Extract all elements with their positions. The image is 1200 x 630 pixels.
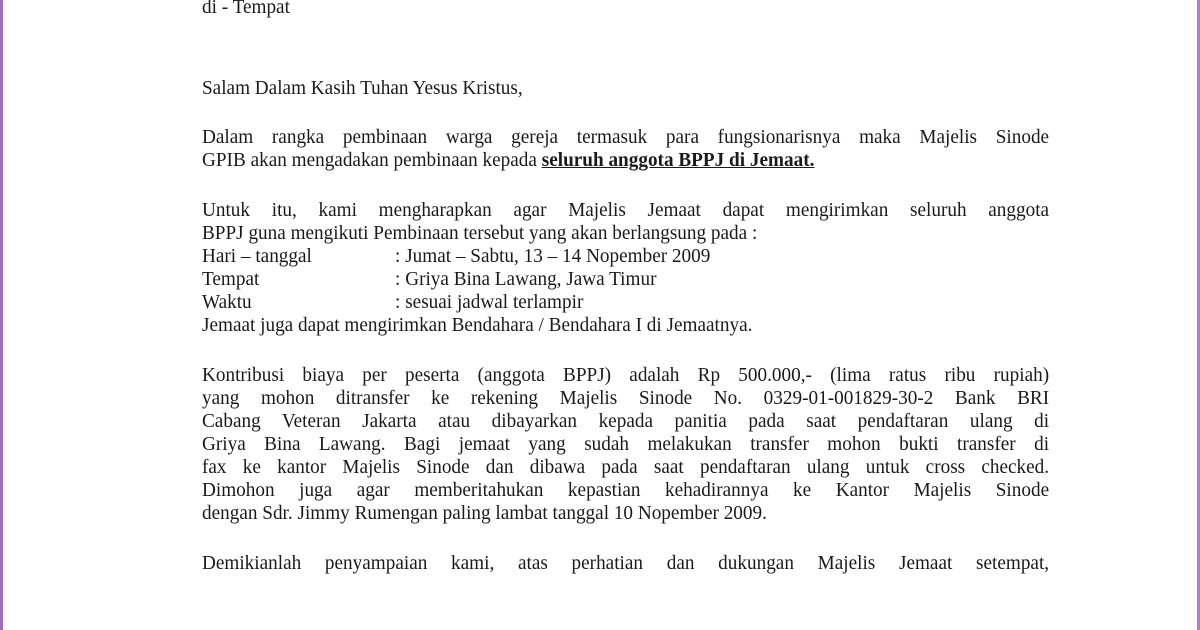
detail-label: Waktu	[202, 292, 252, 313]
page-edge-left	[0, 0, 3, 630]
detail-label: Hari – tanggal	[202, 246, 312, 267]
paragraph-4	[202, 552, 1049, 575]
paragraph-1-line-2	[202, 149, 1049, 172]
detail-label: Tempat	[202, 269, 260, 290]
paragraph-2-line-after: Jemaat juga dapat mengirimkan Bendahara / Bendahara I di Jemaatnya.	[202, 315, 753, 336]
paragraph-3-line: Cabang Veteran Jakarta atau dibayarkan kepada panitia pada saat pendaftaran ulang di	[202, 411, 1050, 432]
greeting: Salam Dalam Kasih Tuhan Yesus Kristus,	[202, 78, 523, 99]
paragraph-2-line-2: BPPJ guna mengikuti Pembinaan tersebut yang akan berlangsung pada :	[202, 223, 758, 244]
detail-row-date	[202, 245, 1049, 268]
letter-body	[202, 0, 1049, 575]
paragraph-1-line-2-text: GPIB akan mengadakan pembinaan kepada	[202, 150, 542, 171]
paragraph-1-line-1: Dalam rangka pembinaan warga gereja termasuk para fungsionarisnya maka Majelis Sinode	[202, 127, 1050, 148]
paragraph-3-line: dengan Sdr. Jimmy Rumengan paling lambat tanggal 10 Nopember 2009.	[202, 503, 767, 524]
paragraph-3-line: fax ke kantor Majelis Sinode dan dibawa pada saat pendaftaran ulang untuk cross checked.	[202, 457, 1050, 478]
paragraph-3	[202, 364, 1049, 525]
detail-row-place	[202, 268, 1049, 291]
paragraph-2	[202, 199, 1049, 337]
recipient-place: di - Tempat	[202, 0, 290, 18]
emphasized-audience: seluruh anggota BPPJ di Jemaat.	[541, 150, 815, 171]
paragraph-2-line-1: Untuk itu, kami mengharapkan agar Majelis Jemaat dapat mengirimkan seluruh anggota	[202, 200, 1050, 221]
paragraph-1	[202, 126, 1049, 172]
paragraph-3-line: Dimohon juga agar memberitahukan kepastian kehadirannya ke Kantor Majelis Sinode	[202, 480, 1050, 501]
paragraph-4-line-1: Demikianlah penyampaian kami, atas perhatian dan dukungan Majelis Jemaat setempat,	[202, 553, 1050, 574]
detail-value: : Griya Bina Lawang, Jawa Timur	[395, 269, 657, 290]
paragraph-3-line: Griya Bina Lawang. Bagi jemaat yang sudah melakukan transfer mohon bukti transfer di	[202, 434, 1050, 455]
detail-value: : sesuai jadwal terlampir	[395, 292, 584, 313]
detail-value: : Jumat – Sabtu, 13 – 14 Nopember 2009	[395, 246, 711, 267]
paragraph-3-line: yang mohon ditransfer ke rekening Majelis Sinode No. 0329-01-001829-30-2 Bank BRI	[202, 388, 1050, 409]
paragraph-3-line: Kontribusi biaya per peserta (anggota BPPJ) adalah Rp 500.000,- (lima ratus ribu rupiah)	[202, 365, 1050, 386]
detail-row-time	[202, 291, 1049, 314]
